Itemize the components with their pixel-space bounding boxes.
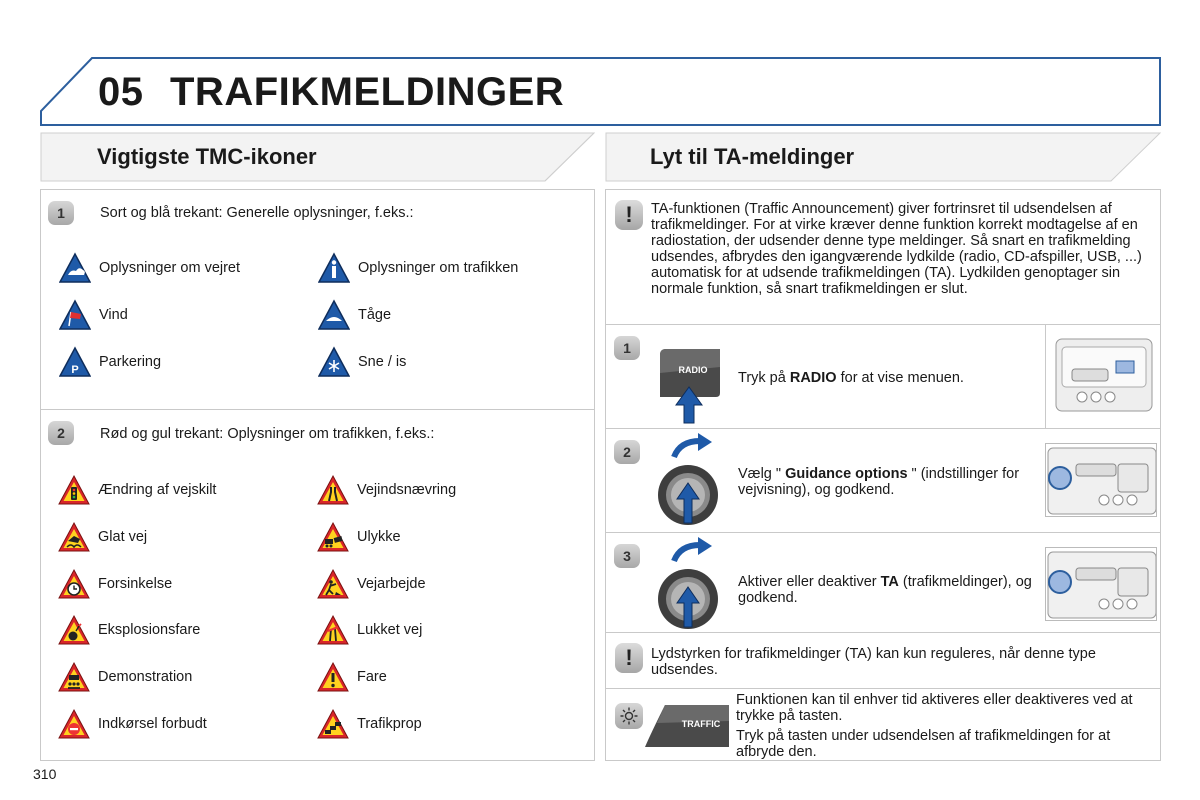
page-number: 310	[33, 766, 57, 782]
right-section-header	[605, 132, 1161, 182]
step-badge: 2	[48, 421, 74, 445]
step-badge: 1	[614, 336, 640, 360]
tmc-item	[58, 474, 216, 506]
tmc-item	[58, 661, 192, 693]
left-section-title: Vigtigste TMC-ikoner	[97, 144, 317, 169]
wind-icon	[59, 299, 91, 331]
tmc-item-label: Trafikprop	[357, 716, 422, 732]
ta-step-2	[606, 429, 1160, 533]
traffic-button-label: TRAFFIC	[681, 719, 721, 729]
tmc-item-label: Indkørsel forbudt	[98, 716, 207, 732]
svg-text:P: P	[71, 364, 79, 376]
parking-icon	[59, 346, 91, 378]
right-section-title: Lyt til TA-meldinger	[650, 144, 855, 169]
roadworks-icon	[317, 568, 349, 600]
dial-panel-thumbnail	[1045, 547, 1157, 621]
tmc-item-label: Sne / is	[358, 354, 407, 370]
step-badge: 3	[614, 544, 640, 568]
tip-sun-icon	[615, 703, 643, 729]
tmc-item	[58, 568, 172, 600]
traffic-jam-icon	[317, 708, 349, 740]
tmc-item	[59, 299, 128, 331]
tmc-item	[58, 708, 207, 740]
tmc-item	[58, 521, 147, 553]
demonstration-icon	[58, 661, 90, 693]
volume-note-panel	[605, 632, 1161, 689]
tmc-item-label: Eksplosionsfare	[98, 622, 201, 638]
weather-icon	[59, 252, 91, 284]
tmc-item-label: Forsinkelse	[98, 576, 173, 592]
tmc-item	[317, 474, 456, 506]
rotary-dial-icon	[654, 433, 726, 529]
tmc-item-label: Fare	[357, 669, 387, 685]
rotary-dial-icon	[654, 537, 726, 633]
no-entry-icon	[58, 708, 90, 740]
tmc-item-label: Oplysninger om vejret	[99, 260, 241, 276]
tmc-item	[317, 614, 422, 646]
ta-info-panel	[605, 189, 1161, 325]
tmc-item	[318, 346, 406, 378]
group-intro: Rød og gul trekant: Oplysninger om trafikken, f.eks.:	[100, 426, 435, 442]
tmc-item-label: Lukket vej	[357, 622, 423, 638]
sign-change-icon	[58, 474, 90, 506]
tip-line-1: Funktionen kan til enhver tid aktiveres eller deaktiveres ved at trykke på tasten.	[736, 692, 1133, 724]
tmc-item	[317, 521, 401, 553]
tmc-item	[318, 299, 391, 331]
explosion-icon	[58, 614, 90, 646]
tmc-item-label: Vejarbejde	[357, 576, 426, 592]
step-text: Tryk på RADIO for at vise menuen.	[738, 370, 964, 386]
tip-line-2: Tryk på tasten under udsendelsen af trafikmeldingen for at afbryde den.	[736, 728, 1111, 760]
traffic-tip-panel	[605, 688, 1161, 761]
radio-panel-thumbnail	[1045, 325, 1160, 428]
dial-panel-thumbnail	[1045, 443, 1157, 517]
step-text: Vælg " Guidance options " (indstillinger for vejvisning), og godkend.	[738, 466, 1020, 498]
traffic-info-icon	[318, 252, 350, 284]
left-section-header	[40, 132, 595, 182]
warning-icon: !	[615, 643, 643, 673]
tmc-item	[317, 661, 387, 693]
road-narrows-icon	[317, 474, 349, 506]
tmc-item-label: Glat vej	[98, 529, 148, 545]
tmc-item-label: Ændring af vejskilt	[98, 482, 217, 498]
step-text: Aktiver eller deaktiver TA (trafikmeldinger), og godkend.	[738, 574, 1032, 606]
volume-note-text: Lydstyrken for trafikmeldinger (TA) kan kun reguleres, når denne type udsendes.	[651, 646, 1096, 678]
radio-button-icon	[656, 347, 722, 425]
ta-step-3	[606, 533, 1160, 633]
accident-icon	[317, 521, 349, 553]
step-badge: 2	[614, 440, 640, 464]
tmc-item-label: Oplysninger om trafikken	[358, 260, 519, 276]
delay-icon	[58, 568, 90, 600]
tmc-item-label: Vejindsnævring	[357, 482, 457, 498]
group-intro: Sort og blå trekant: Generelle oplysninger, f.eks.:	[100, 205, 414, 221]
fog-icon	[318, 299, 350, 331]
road-closed-icon	[317, 614, 349, 646]
tmc-item	[317, 568, 426, 600]
ta-step-1	[606, 325, 1160, 429]
snow-ice-icon	[318, 346, 350, 378]
chapter-number: 05	[98, 70, 144, 114]
tmc-item	[59, 252, 240, 284]
tmc-item	[59, 346, 161, 378]
tmc-item-label: Tåge	[358, 307, 392, 323]
tmc-item	[317, 708, 422, 740]
danger-icon	[317, 661, 349, 693]
warning-icon: !	[615, 200, 643, 230]
ta-steps-panel	[605, 324, 1161, 633]
chapter-title: TRAFIKMELDINGER	[170, 70, 565, 114]
tmc-item	[318, 252, 518, 284]
step-badge: 1	[48, 201, 74, 225]
tmc-item-label: Parkering	[99, 354, 162, 370]
tmc-group-1	[40, 189, 595, 410]
slippery-road-icon	[58, 521, 90, 553]
radio-button-label: RADIO	[678, 365, 708, 375]
tmc-item-label: Ulykke	[357, 529, 401, 545]
tmc-item-label: Demonstration	[98, 669, 193, 685]
tmc-item	[58, 614, 200, 646]
ta-info-text: TA-funktionen (Traffic Announcement) giver fortrinsret til udsendelsen af trafikmeldinger. For at virke kræver denne funktion korrekt modtagelse af en radiostation, der udsender denne type meldinger. Så snart en trafikmelding udsendes, afbrydes den igangværende lydkilde (radio, CD-afspiller, USB, ...) automatisk for at udsende trafikmeldingen (TA). Lydkilden genoptager sin normale funktion, så snart trafikmeldingen er slut.	[651, 201, 1142, 297]
tmc-item-label: Vind	[99, 307, 128, 323]
